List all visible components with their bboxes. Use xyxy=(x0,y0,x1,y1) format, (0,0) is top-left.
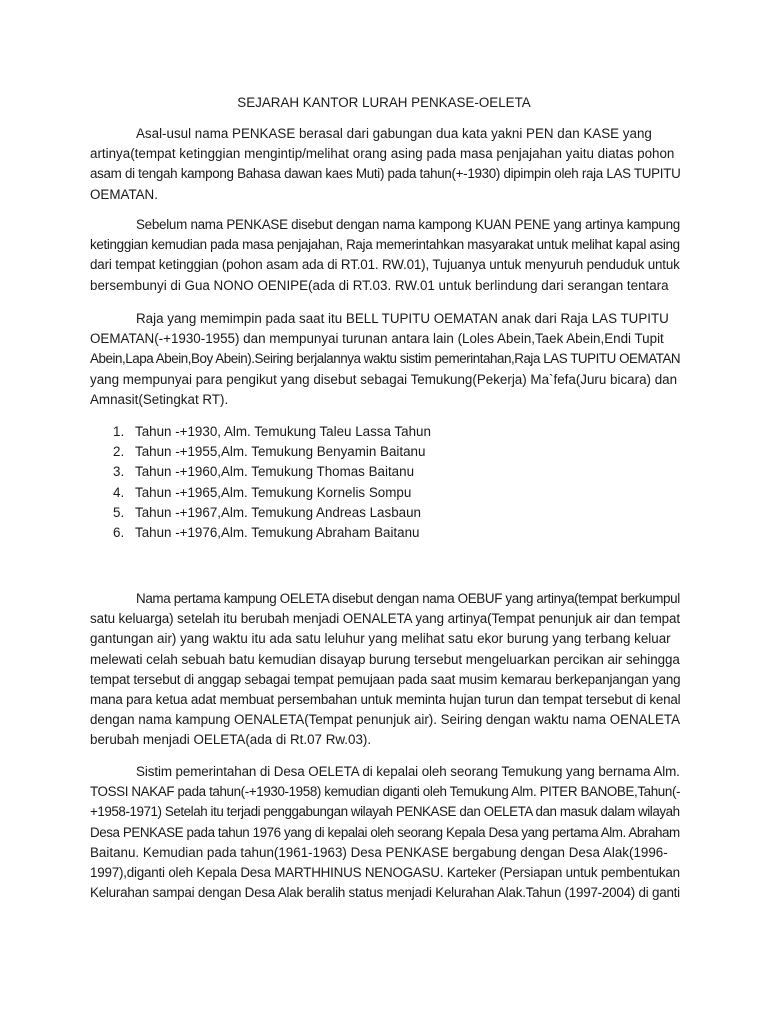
text-line: dengan nama kampung OENALETA(Tempat penunjuk air). Seiring dengan waktu nama OENALETA xyxy=(90,712,680,728)
text-line: Nama pertama kampung OELETA disebut dengan nama OEBUF yang artinya(tempat berkumpul xyxy=(136,591,680,606)
list-item xyxy=(90,462,431,482)
text-line: Kelurahan sampai dengan Desa Alak beralih status menjadi Kelurahan Alak.Tahun (1997-2004) di ganti xyxy=(90,885,680,901)
list-text: Tahun -+1960,Alm. Temukung Thomas Baitanu xyxy=(135,464,415,480)
list-text: Tahun -+1976,Alm. Temukung Abraham Baitanu xyxy=(135,524,420,540)
paragraph-sebelum xyxy=(90,215,680,296)
paragraph-asal-usul xyxy=(90,124,680,205)
text-line: Desa PENKASE pada tahun 1976 yang di kepalai oleh seorang Kepala Desa yang pertama Alm. Abraham xyxy=(90,824,680,840)
temukung-list xyxy=(90,422,431,543)
text-line: Baitanu. Kemudian pada tahun(1961-1963) Desa PENKASE bergabung dengan Desa Alak(1996- xyxy=(90,844,668,860)
list-text: Tahun -+1930, Alm. Temukung Taleu Lassa Tahun xyxy=(135,424,431,439)
list-number: 5. xyxy=(113,504,125,520)
text-line: artinya(tempat ketinggian mengintip/melihat orang asing pada masa penjajahan yaitu diatas pohon xyxy=(90,146,675,162)
text-line: Raja yang memimpin pada saat itu BELL TUPITU OEMATAN anak dari Raja LAS TUPITU xyxy=(136,311,669,326)
text-line: gantungan air) yang waktu itu ada satu leluhur yang melihat satu ekor burung yang terbang keluar xyxy=(90,631,671,647)
text-line: melewati celah sebuah batu kemudian disayap burung tersebut mengeluarkan percikan air sehingga xyxy=(90,651,680,667)
list-item xyxy=(90,442,431,462)
text-line: ketinggian kemudian pada masa penjajahan, Raja memerintahkan masyarakat untuk melihat kapal asing xyxy=(90,237,680,253)
text-line: Abein,Lapa Abein,Boy Abein).Seiring berjalannya waktu sistim pemerintahan,Raja LAS TUPITU OEMATAN xyxy=(90,351,681,367)
text-line: OEMATAN(-+1930-1955) dan mempunyai turunan antara lain (Loles Abein,Taek Abein,Endi Tupit xyxy=(90,331,664,347)
text-line: +1958-1971) Setelah itu terjadi penggabungan wilayah PENKASE dan OELETA dan masuk dalam wilayah xyxy=(90,804,680,820)
text-line: 1997),diganti oleh Kepala Desa MARTHHINUS NENOGASU. Karteker (Persiapan untuk pembentukan xyxy=(90,865,680,881)
paragraph-sistim xyxy=(90,762,680,903)
list-item xyxy=(90,523,431,543)
paragraph-nama-pertama xyxy=(90,589,680,751)
list-number: 1. xyxy=(113,424,125,439)
text-line: mana para ketua adat membuat persembahan untuk meminta hujan turun dan tempat tersebut di kenal xyxy=(90,692,681,708)
list-text: Tahun -+1967,Alm. Temukung Andreas Lasbaun xyxy=(135,504,421,520)
text-line: bersembunyi di Gua NONO OENIPE(ada di RT.03. RW.01 untuk berlindung dari serangan tentara xyxy=(90,277,669,293)
text-line: tempat tersebut di anggap sebagai tempat pemujaan pada saat musim kemarau berkepanjangan yang xyxy=(90,671,681,687)
list-item xyxy=(90,483,431,503)
text-line: Sebelum nama PENKASE disebut dengan nama kampong KUAN PENE yang artinya kampung xyxy=(136,217,680,232)
text-line: Amnasit(Setingkat RT). xyxy=(90,391,229,407)
list-text: Tahun -+1965,Alm. Temukung Kornelis Sompu xyxy=(135,484,412,500)
list-number: 3. xyxy=(113,464,125,480)
paragraph-raja xyxy=(90,309,680,410)
text-line: berubah menjadi OELETA(ada di Rt.07 Rw.03). xyxy=(90,732,372,748)
list-number: 2. xyxy=(113,444,125,460)
text-line: dari tempat ketinggian (pohon asam ada di RT.01. RW.01), Tujuanya untuk menyuruh penduduk untuk xyxy=(90,257,680,273)
text-line: OEMATAN. xyxy=(90,186,158,202)
list-number: 6. xyxy=(113,524,125,540)
list-item xyxy=(90,422,431,442)
text-line: Asal-usul nama PENKASE berasal dari gabungan dua kata yakni PEN dan KASE yang xyxy=(136,126,652,141)
list-text: Tahun -+1955,Alm. Temukung Benyamin Baitanu xyxy=(135,444,426,460)
text-line: yang mempunyai para pengikut yang disebut sebagai Temukung(Pekerja) Ma`fefa(Juru bicara) dan xyxy=(90,371,678,387)
document-title: SEJARAH KANTOR LURAH PENKASE-OELETA xyxy=(237,95,531,110)
text-line: satu keluarga) setelah itu berubah menjadi OENALETA yang artinya(Tempat penunjuk air dan tempat xyxy=(90,611,680,627)
text-line: TOSSI NAKAF pada tahun(-+1930-1958) kemudian diganti oleh Temukung Alm. PITER BANOBE,Tahun(- xyxy=(90,784,681,800)
list-number: 4. xyxy=(113,484,125,500)
text-line: asam di tengah kampong Bahasa dawan kaes Muti) pada tahun(+-1930) dipimpin oleh raja LAS TUPITU xyxy=(90,166,681,182)
text-line: Sistim pemerintahan di Desa OELETA di kepalai oleh seorang Temukung yang bernama Alm. xyxy=(136,764,680,779)
list-item xyxy=(90,503,431,523)
